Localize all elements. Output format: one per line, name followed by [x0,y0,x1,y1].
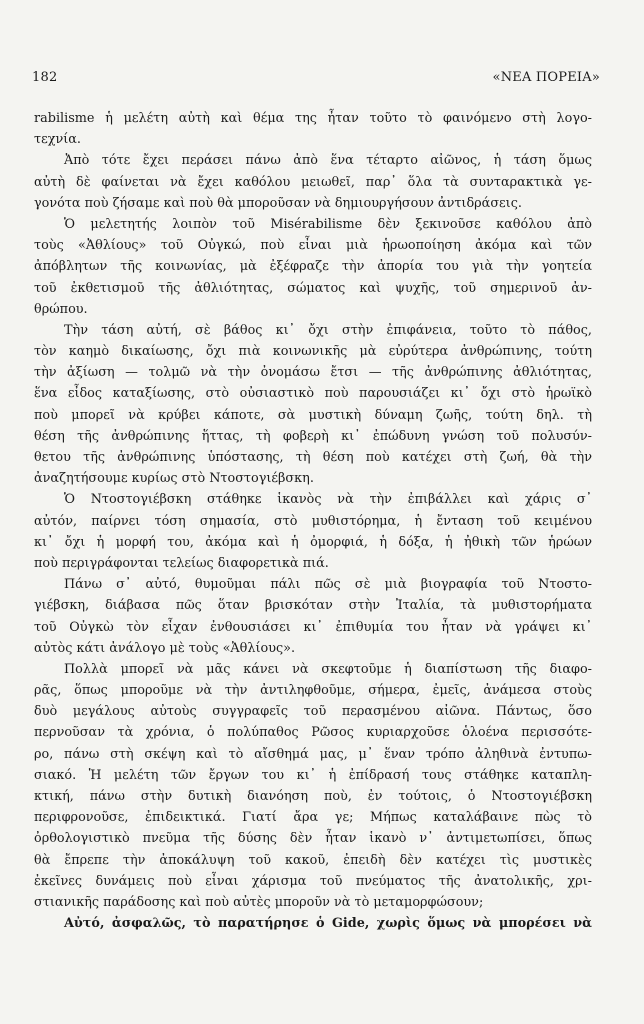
text-line: αὐτὸς κάτι ἀνάλογο μὲ τοὺς «Ἀθλίους». [34,640,296,656]
text-line: τοῦ ἐκθετισμοῦ τῆς ἀθλιότητας, σώματος καὶ ψυχῆς, τοῦ σημερινοῦ ἀν- [34,280,592,296]
text-line: περνοῦσαν τὰ χρόνια, ὁ πολύπαθος Ρῶσος κυριαρχοῦσε ὁλοένα περισσότε- [34,725,592,741]
text-line: θέση τῆς ἀνθρώπινης ἥττας, τὴ φοβερὴ κι᾽ ἐπώδυνη γνώση τοῦ πολυσύν- [34,428,592,444]
text-line: στιανικῆς παράδοσης καὶ ποὺ αὐτὲς μποροῦν νὰ τὸ μεταμορφώσουν; [34,894,484,910]
text-line: ἀναζητήσουμε κυρίως στὸ Ντοστογιέβσκη. [34,471,314,487]
text-line: θὰ ἔπρεπε τὴν ἀποκάλυψη τοῦ κακοῦ, ἐπειδὴ δὲν κατέχει τὶς μυστικὲς [34,852,592,868]
text-line: ρο, πάνω στὴ σκέψη καὶ τὸ αἴσθημά μας, μ᾽ ἕναν τρόπο ἀληθινὰ ἐντυπω- [34,746,592,762]
text-line: rabilisme ἡ μελέτη αὐτὴ καὶ θέμα της ἦταν τοῦτο τὸ φαινόμενο στὴ λογο- [34,111,592,126]
text-line: ποὺ μπορεῖ νὰ κρύβει κάποτε, σὰ μυστικὴ δύναμη ζωῆς, τούτη δηλ. τὴ [34,407,592,423]
text-line: ρᾶς, ὅπως μποροῦμε νὰ τὴν ἀντιληφθοῦμε, σήμερα, ἐμεῖς, ἀνάμεσα στοὺς [34,683,592,699]
running-head [32,70,600,90]
text-line: τὴν ἀξίωση — τολμῶ νὰ τὴν ὀνομάσω ἔτσι — τῆς ἀνθρώπινης ἀθλιότητας, [34,365,592,381]
text-line: τεχνία. [34,132,81,148]
text-line: θρώπου. [34,301,88,317]
text-line: Ὁ μελετητής λοιπὸν τοῦ Misérabilisme δὲν ξεκινοῦσε καθόλου ἀπὸ [64,216,592,232]
text-line: ἕνα εἶδος καταξίωσης, στὸ οὐσιαστικὸ ποὺ παρουσιάζει κι᾽ ὄχι στὸ ἡρωϊκὸ [34,386,592,402]
text-line: δυὸ μεγάλους αὐτοὺς συγγραφεῖς τοῦ περασμένου αἰῶνα. Πάντως, ὅσο [34,704,592,720]
text-line: Ὁ Ντοστογιέβσκη στάθηκε ἱκανὸς νὰ τὴν ἐπιβάλλει καὶ χάρις σ᾽ [64,492,592,508]
text-line: σιακό. Ἡ μελέτη τῶν ἔργων του κι᾽ ἡ ἐπίδρασή τους στάθηκε καταπλη- [34,767,592,783]
text-line: αὐτὴ δὲ φαίνεται νὰ ἔχει καθόλου μειωθεῖ, παρ᾽ ὅλα τὰ συνταρακτικὰ γε- [34,174,592,190]
text-line: περιφρονοῦσε, ἐπιδεικτικά. Γιατί ἄρα γε; Μήπως καταλάβαινε πὼς τὸ [34,810,592,826]
text-line: τοῦ Οὐγκὼ τὸν εἶχαν ἐνθουσιάσει κι᾽ ἐπιθυμία του ἦταν νὰ γράψει κι᾽ [34,619,592,635]
text-line: αὐτόν, παίρνει τόση σημασία, στὸ μυθιστόρημα, ἡ ἔνταση τοῦ κειμένου [34,513,592,529]
text-line: γιέβσκη, διάβασα πῶς ὅταν βρισκόταν στὴν Ἰταλία, τὰ μυθιστορήματα [34,598,592,614]
text-line: ἀπόβλητων τῆς κοινωνίας, μὰ ἐξέφραζε τὴν ἀπορία του γιὰ τὴν γοητεία [34,259,592,275]
text-line: κι᾽ ὄχι ἡ μορφή του, ἀκόμα καὶ ἡ ὀμορφιά, ἡ δόξα, ἡ ἠθικὴ τῶν ἡρώων [34,534,592,550]
text-line: γονότα ποὺ ζήσαμε καὶ ποὺ θὰ μποροῦσαν νὰ δημιουργήσουν ἀντιδράσεις. [34,195,522,211]
text-line: θετου τῆς ἀνθρώπινης ὑπόστασης, τὴ θέση ποὺ κατέχει στὴ ζωή, θὰ τὴν [34,450,592,465]
body-text [34,108,592,934]
text-line: ποὺ περιγράφονται τελείως διαφορετικὰ πιά. [34,555,329,571]
journal-title: «ΝΕΑ ΠΟΡΕΙΑ» [492,70,600,85]
text-line: ὀρθολογιστικὸ πνεῦμα τῆς δύσης δὲν ἦταν ἱκανὸ ν᾽ ἀντιμετωπίσει, ὅπως [34,831,592,847]
text-line: ἐκεῖνες δυνάμεις ποὺ εἶναι χάρισμα τοῦ πνεύματος τῆς ἀνατολικῆς, χρι- [34,873,592,889]
text-line: Πάνω σ᾽ αὐτό, θυμοῦμαι πάλι πῶς σὲ μιὰ βιογραφία τοῦ Ντοστο- [64,577,592,593]
text-line: τὸν καημὸ δικαίωσης, ὄχι πιὰ κοινωνικῆς μὰ εὐρύτερα ἀνθρώπινης, τούτη [34,344,592,360]
text-line: Αὐτό, ἀσφαλῶς, τὸ παρατήρησε ὁ Gide, χωρὶς ὅμως νὰ μπορέσει νὰ [64,916,592,932]
text-line: Τὴν τάση αὐτή, σὲ βάθος κι᾽ ὄχι στὴν ἐπιφάνεια, τοῦτο τὸ πάθος, [64,322,592,338]
text-line: κτική, πάνω στὴν δυτικὴ διανόηση ποὺ, ἐν τούτοις, ὁ Ντοστογιέβσκη [34,789,592,804]
page-number: 182 [32,70,58,85]
text-line: τοὺς «Ἀθλίους» τοῦ Οὐγκώ, ποὺ εἶναι μιὰ ἡρωοποίηση ἀκόμα καὶ τῶν [34,238,592,254]
text-line: Πολλὰ μπορεῖ νὰ μᾶς κάνει νὰ σκεφτοῦμε ἡ διαπίστωση τῆς διαφο- [64,661,592,677]
text-line: Ἀπὸ τότε ἔχει περάσει πάνω ἀπὸ ἕνα τέταρτο αἰῶνος, ἡ τάση ὅμως [64,153,592,169]
